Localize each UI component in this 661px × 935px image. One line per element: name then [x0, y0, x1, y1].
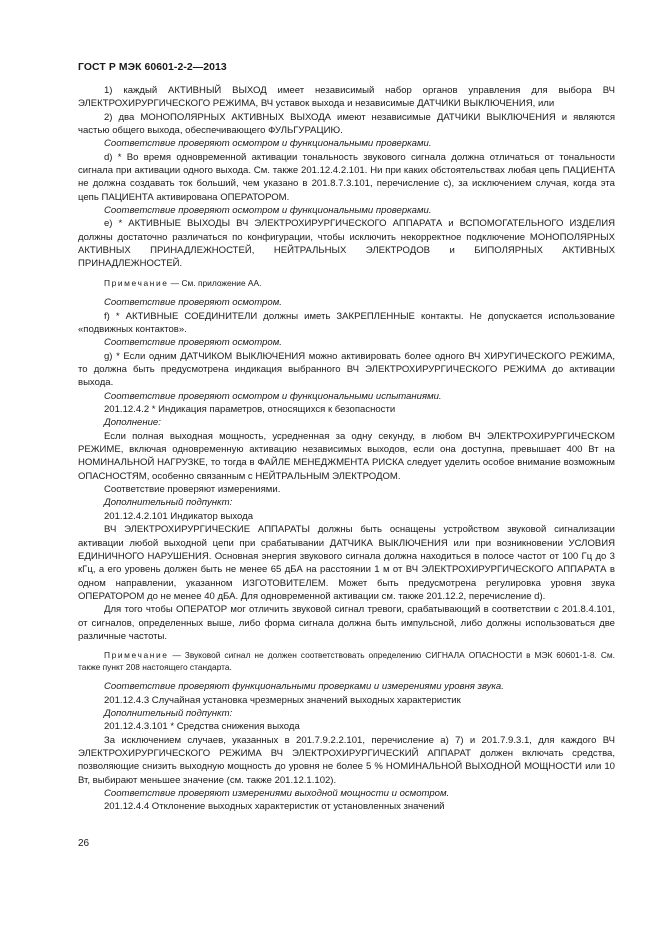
addition-label: Дополнение:	[104, 417, 161, 429]
compliance-note: Соответствие проверяют осмотром и функциональными проверками.	[104, 138, 432, 150]
list-item-1: 1) каждый АКТИВНЫЙ ВЫХОД имеет независимый набор органов управления для выбора ВЧ ЭЛЕКТРОХИРУРГИЧЕСКОГО РЕЖИМА, ВЧ уставок выхода и независимые ДАТЧИКИ ВЫКЛЮЧЕНИЯ, или	[78, 85, 615, 110]
additional-subclause-label: Дополнительный подпункт:	[104, 707, 233, 719]
item-g: g) * Если одним ДАТЧИКОМ ВЫКЛЮЧЕНИЯ можно активировать более одного ВЧ ХИРУГИЧЕСКОГО РЕЖИМА, то должна быть предусмотрена индикация выбранного ВЧ ЭЛЕКТРОХИРУРГИЧЕСКОГО РЕЖИМА до активации выхода.	[78, 350, 615, 389]
document-body	[78, 84, 615, 814]
compliance-note: Соответствие проверяют функциональными проверками и измерениями уровня звука.	[104, 681, 504, 693]
note-label: Примечание	[104, 650, 169, 661]
note-text: — См. приложение АА.	[168, 277, 262, 288]
note-text: — Звуковой сигнал не должен соответствовать определению СИГНАЛА ОПАСНОСТИ в МЭК 60601-1-8. См. также пункт 208 настоящего стандарта.	[78, 650, 615, 672]
section-heading: 201.12.4.4 Отклонение выходных характеристик от установленных значений	[104, 801, 445, 813]
paragraph: За исключением случаев, указанных в 201.7.9.2.2.101, перечисление а) 7) и 201.7.9.3.1, для каждого ВЧ ЭЛЕКТРОХИРУРГИЧЕСКОГО РЕЖИМА ВЧ ЭЛЕКТРОХИРУРГИЧЕСКИЙ АППАРАТ должен включать средства, позволяющие снизить выходную мощность до уровня не более 5 % НОМИНАЛЬНОЙ ВЫХОДНОЙ МОЩНОСТИ или 10 Вт, выбирают меньшее значение (см. также 201.12.1.102).	[78, 734, 615, 786]
note-label: Примечание	[104, 277, 169, 288]
paragraph: Для того чтобы ОПЕРАТОР мог отличить звуковой сигнал тревоги, срабатывающий в соответствии с 201.8.4.101, от сигналов, определенных выше, либо форма сигнала должна быть импульсной, либо должны использоваться две различные частоты.	[78, 604, 615, 642]
compliance-note: Соответствие проверяют осмотром.	[104, 297, 282, 309]
paragraph: ВЧ ЭЛЕКТРОХИРУРГИЧЕСКИЕ АППАРАТЫ должны быть оснащены устройством звуковой сигнализации активации любой выходной цепи при срабатывании ДАТЧИКА ВЫКЛЮЧЕНИЯ или при возникновении УСЛОВИЯ ЕДИНИЧНОГО НАРУШЕНИЯ. Основная энергия звукового сигнала должна находиться в полосе частот от 100 Гц до 3 кГц, а его уровень должен быть не менее 65 дБА на расстоянии 1 м от ВЧ ЭЛЕКТРОХИРУРГИЧЕСКОГО АППАРАТА в одном направлении, указанном ИЗГОТОВИТЕЛЕМ. Может быть предусмотрена регулировка уровня звука ОПЕРАТОРОМ до не менее 40 дБА. Для одновременной активации см. также 201.12.2, перечисление d).	[78, 524, 615, 602]
item-e: e) * АКТИВНЫЕ ВЫХОДЫ ВЧ ЭЛЕКТРОХИРУРГИЧЕСКОГО АППАРАТА и ВСПОМОГАТЕЛЬНОГО ИЗДЕЛИЯ должны достаточно различаться по конфигурации, чтобы исключить некорректное подключение МОНОПОЛЯРНЫХ АКТИВНЫХ ПРИНАДЛЕЖНОСТЕЙ, НЕЙТРАЛЬНЫХ ЭЛЕКТРОДОВ и БИПОЛЯРНЫХ АКТИВНЫХ ПРИНАДЛЕЖНОСТЕЙ.	[78, 218, 615, 270]
note	[78, 650, 615, 673]
section-heading: 201.12.4.3 Случайная установка чрезмерных значений выходных характеристик	[104, 694, 461, 706]
list-item-2: 2) два МОНОПОЛЯРНЫХ АКТИВНЫХ ВЫХОДА имеют независимые ДАТЧИКИ ВЫКЛЮЧЕНИЯ и являются частью общего выхода, обеспечивающего ФУЛЬГУРАЦИЮ.	[78, 111, 615, 137]
compliance-note: Соответствие проверяют измерениями выходной мощности и осмотром.	[104, 788, 450, 799]
section-heading: 201.12.4.3.101 * Средства снижения выхода	[104, 721, 300, 733]
paragraph: Если полная выходная мощность, усредненная за одну секунду, в любом ВЧ ЭЛЕКТРОХИРУРГИЧЕСКОМ РЕЖИМЕ, включая одновременную активацию независимых выходов, если она доступна, превышает 400 Вт на НОМИНАЛЬНОЙ НАГРУЗКЕ, то тогда в ФАЙЛЕ МЕНЕДЖМЕНТА РИСКА следует уделить особое внимание возможным ОПАСНОСТЯМ, особенно связанным с НЕЙТРАЛЬНЫМ ЭЛЕКТРОДОМ.	[78, 430, 615, 482]
compliance-note: Соответствие проверяют осмотром.	[104, 337, 282, 349]
section-heading: 201.12.4.2 * Индикация параметров, относящихся к безопасности	[104, 404, 396, 416]
additional-subclause-label: Дополнительный подпункт:	[104, 497, 233, 509]
page-number: 26	[78, 838, 90, 849]
compliance-note: Соответствие проверяют осмотром и функциональными испытаниями.	[104, 390, 442, 402]
document-header: ГОСТ Р МЭК 60601-2-2—2013	[78, 62, 227, 73]
compliance-note: Соответствие проверяют измерениями.	[104, 484, 281, 496]
note	[78, 278, 615, 290]
item-f: f) * АКТИВНЫЕ СОЕДИНИТЕЛИ должны иметь ЗАКРЕПЛЕННЫЕ контакты. Не допускается использование «подвижных контактов».	[78, 310, 615, 335]
section-heading: 201.12.4.2.101 Индикатор выхода	[104, 510, 253, 522]
compliance-note: Соответствие проверяют осмотром и функциональными проверками.	[104, 205, 432, 217]
item-d: d) * Во время одновременной активации тональность звукового сигнала должна отличаться от тональности сигнала при активации одного выхода. См. также 201.12.4.2.101. Ни при каких обстоятельствах любая цепь ПАЦИЕНТА не должна создавать ток больший, чем указано в 201.8.7.3.101, перечисление с), за исключением случая, когда эта цепь ПАЦИЕНТА активирована ОПЕРАТОРОМ.	[78, 151, 615, 203]
